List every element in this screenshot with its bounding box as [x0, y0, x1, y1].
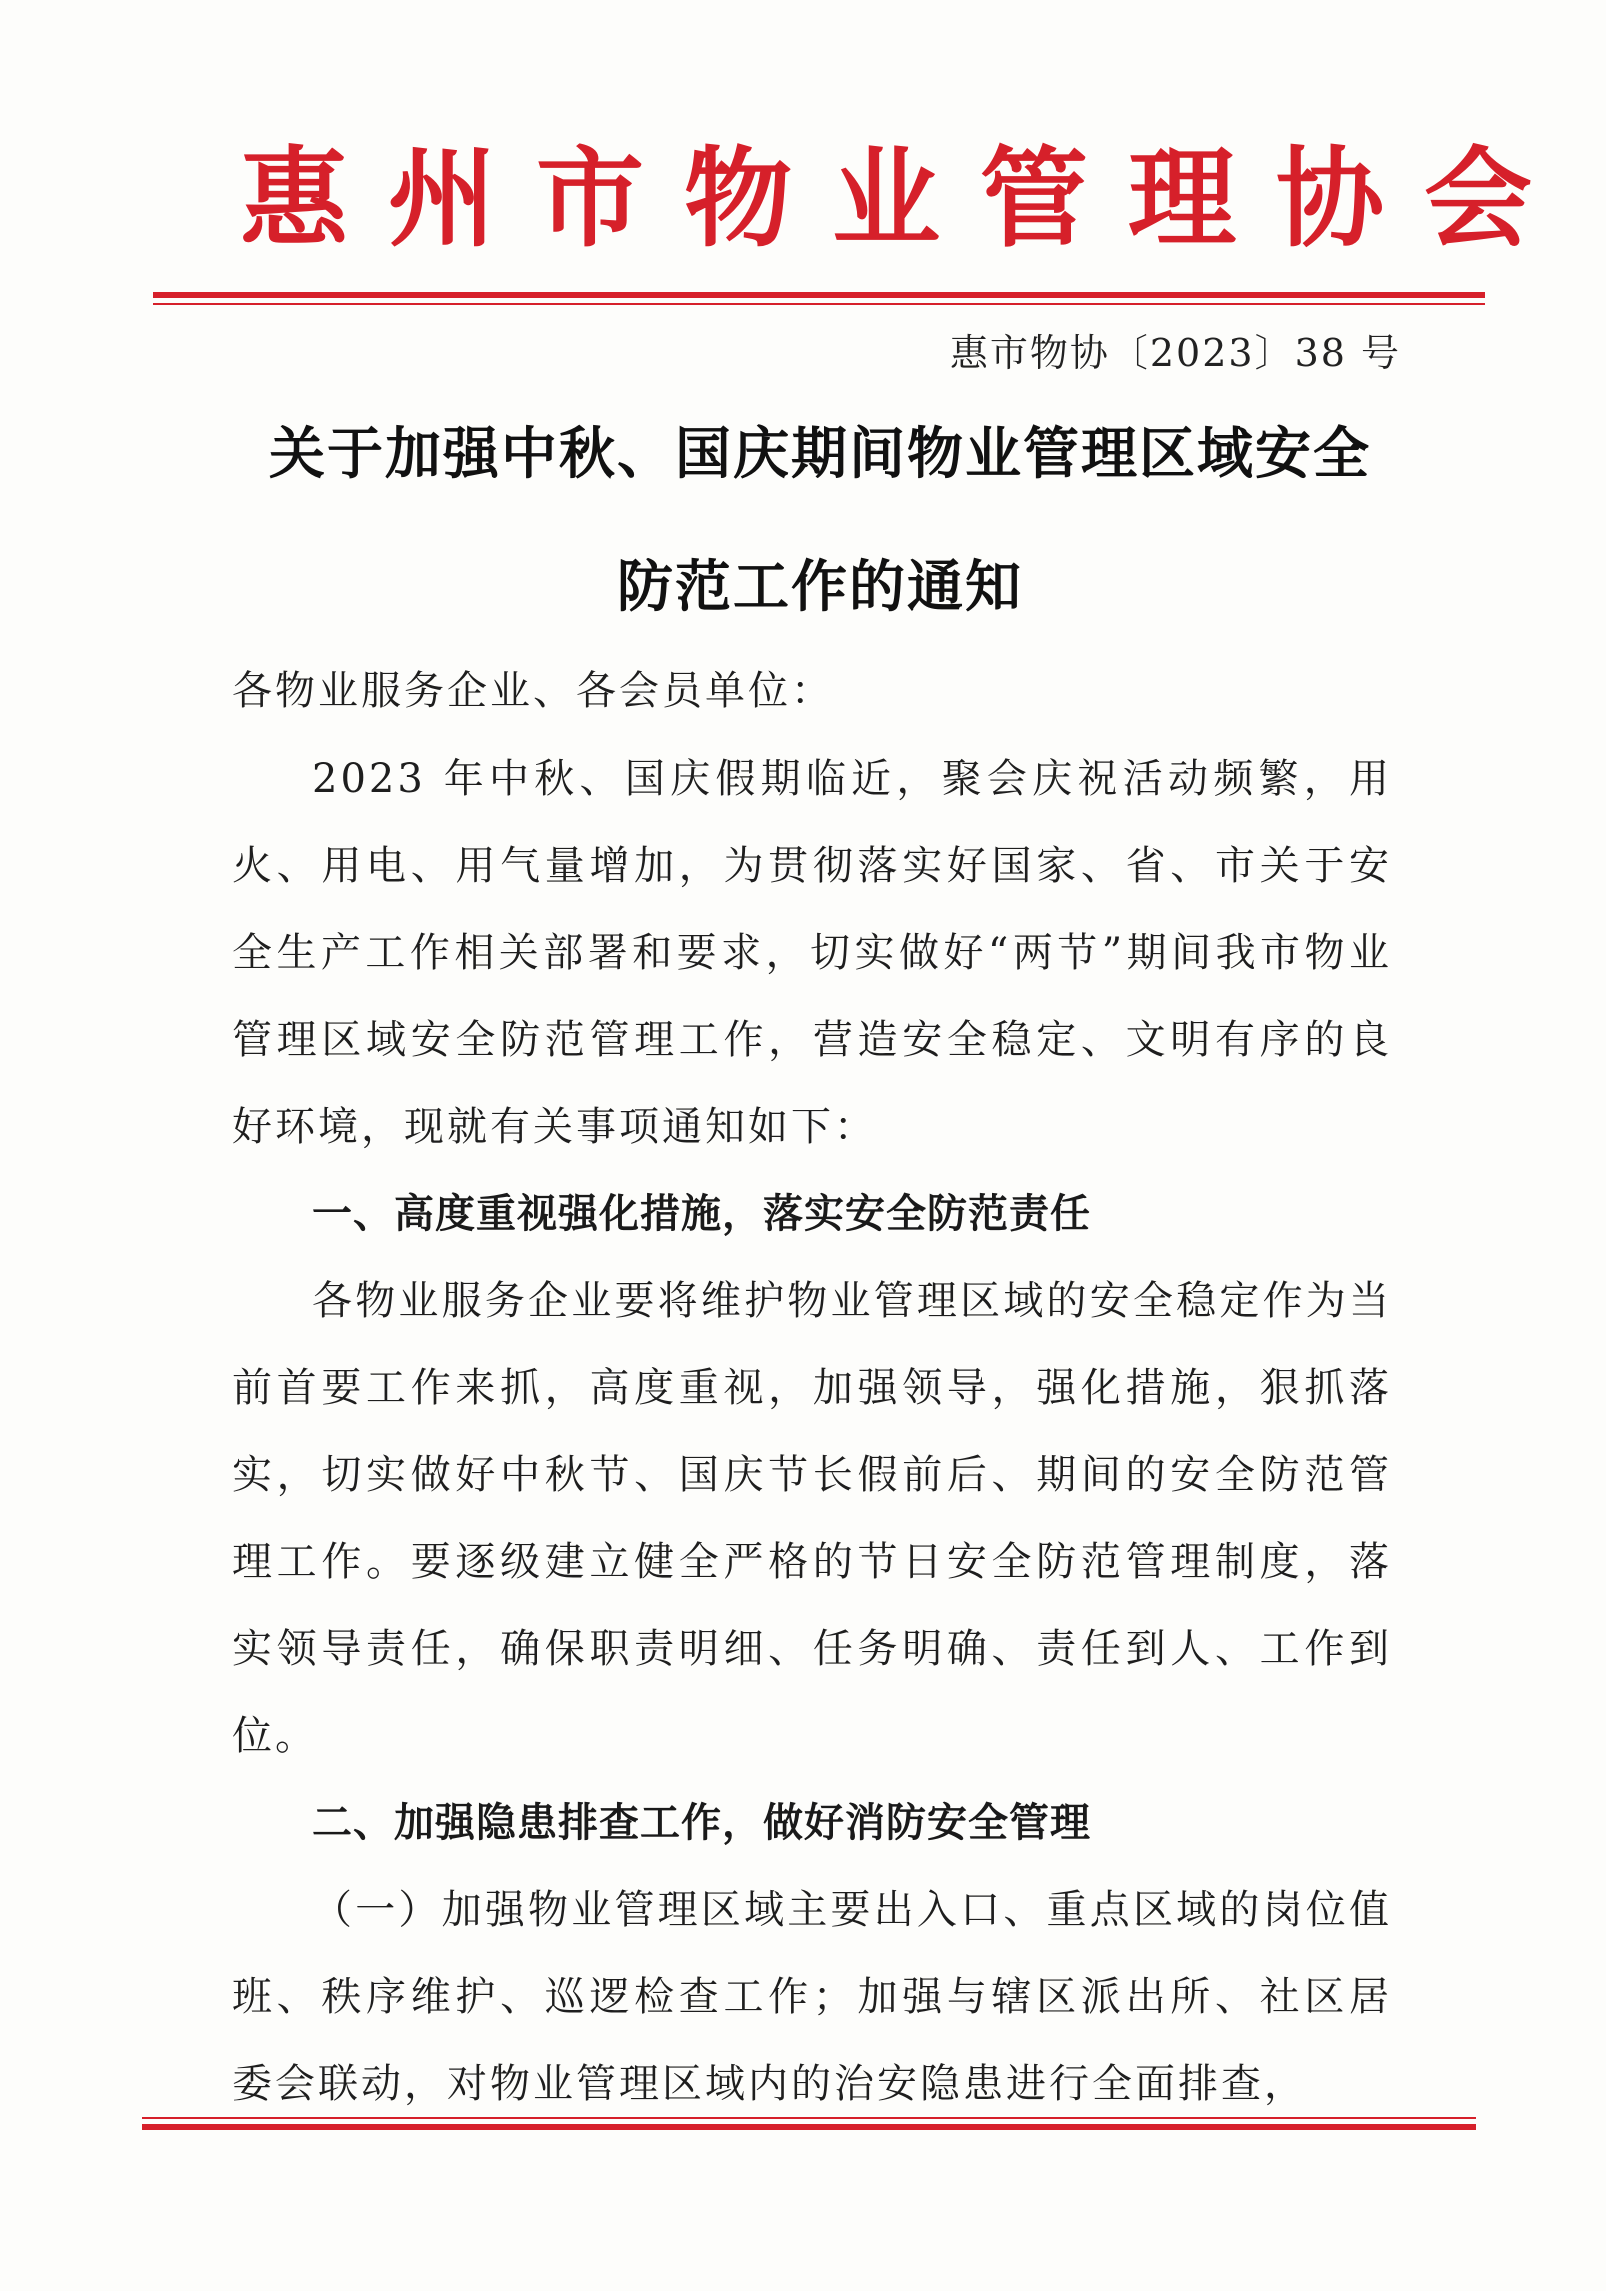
document-body	[232, 736, 1392, 2128]
section-2-heading: 二、加强隐患排查工作，做好消防安全管理	[312, 1800, 1091, 1846]
letterhead-title: 惠州市物业管理协会	[240, 137, 1573, 262]
section-1-paragraph: 各物业服务企业要将维护物业管理区域的安全稳定作为当前首要工作来抓，高度重视，加强领导，强化措施，狠抓落实，切实做好中秋节、国庆节长假前后、期间的安全防范管理工作。要逐级建立健全严格的节日安全防范管理制度，落实领导责任，确保职责明细、任务明确、责任到人、工作到位。	[232, 1278, 1392, 1759]
document-number: 惠市物协〔2023〕38 号	[949, 331, 1401, 375]
section-1-heading: 一、高度重视强化措施，落实安全防范责任	[312, 1191, 1091, 1237]
footer-divider-thick	[142, 2124, 1476, 2130]
letterhead-divider-thin	[153, 303, 1485, 305]
section-2-item-1: （一）加强物业管理区域主要出入口、重点区域的岗位值班、秩序维护、巡逻检查工作；加强与辖区派出所、社区居委会联动，对物业管理区域内的治安隐患进行全面排查，	[232, 1887, 1392, 2107]
salutation: 各物业服务企业、各会员单位：	[232, 668, 834, 714]
footer-divider-thin	[142, 2117, 1476, 2119]
document-title-line-2: 防范工作的通知	[617, 555, 1023, 620]
document-title-line-1: 关于加强中秋、国庆期间物业管理区域安全	[269, 422, 1371, 487]
letterhead-divider-thick	[153, 292, 1485, 298]
intro-paragraph: 2023 年中秋、国庆假期临近，聚会庆祝活动频繁，用火、用电、用气量增加，为贯彻落实好国家、省、市关于安全生产工作相关部署和要求，切实做好“两节”期间我市物业管理区域安全防范管理工作，营造安全稳定、文明有序的良好环境，现就有关事项通知如下：	[232, 756, 1392, 1150]
